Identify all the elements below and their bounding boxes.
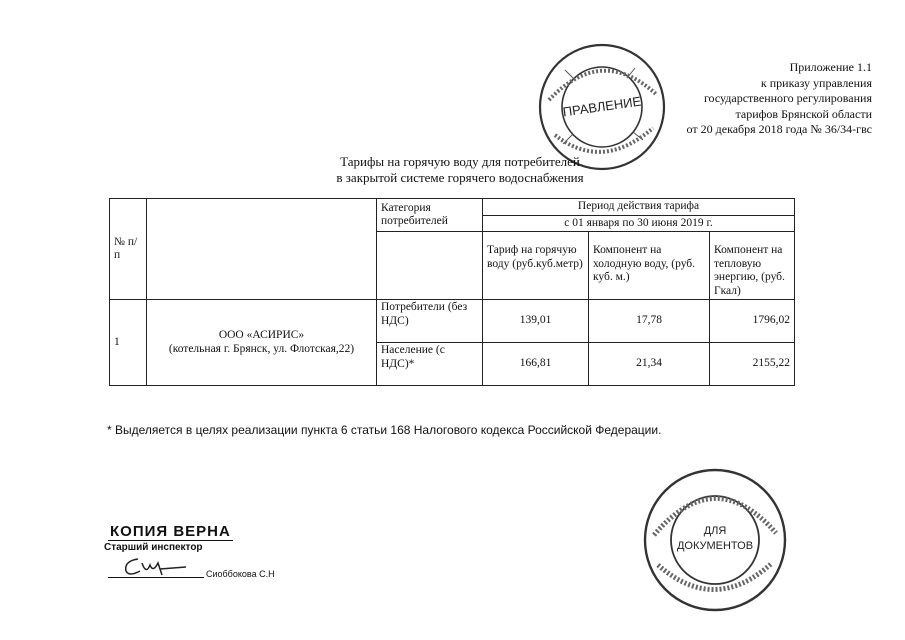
signature-image [120,553,190,579]
tariff-table [109,198,795,386]
copy-verified-stamp [98,521,278,585]
row-organization [147,300,377,386]
seal-bottom-line-1: ДЛЯ [703,525,727,537]
seal-top-text: ПРАВЛЕНИЕ [561,93,643,120]
header-category: Категория потребителей [377,199,483,232]
header-tariff: Тариф на горячую воду (руб.куб.метр) [483,232,589,300]
footnote: * Выделяется в целях реализации пункта 6 статьи 168 Налогового кодекса Российской Федерации. [107,423,662,437]
row-tariff-2: 166,81 [483,343,589,386]
copy-stamp-title: КОПИЯ ВЕРНА [110,523,231,540]
header-organization [147,199,377,300]
signature-line [108,577,204,578]
row-thermal-2: 2155,22 [710,343,795,386]
annex-line-5: от 20 декабря 2018 года № 36/34-гвс [686,122,872,136]
row-tariff-1: 139,01 [483,300,589,343]
header-cold: Компонент на холодную воду, (руб. куб. м.) [589,232,710,300]
document-title [290,154,630,186]
header-num: № п/п [110,199,147,300]
title-line-1: Тарифы на горячую воду для потребителей [340,154,580,169]
row-num: 1 [110,300,147,386]
annex-header [687,60,872,138]
row-category-1: Потребители (без НДС) [377,300,483,343]
org-name: ООО «АСИРИС» [218,329,305,341]
header-period: Период действия тарифа [483,199,795,216]
header-category-blank [377,232,483,300]
header-period-dates: с 01 января по 30 июня 2019 г. [483,215,795,232]
table-header-row-1 [110,199,795,216]
table-row [110,300,795,343]
row-cold-1: 17,78 [589,300,710,343]
annex-line-4: тарифов Брянской области [735,106,872,121]
org-address: (котельная г. Брянск, ул. Флотская,22) [168,342,355,355]
seal-bottom-line-2: ДОКУМЕНТОВ [676,540,754,552]
copy-stamp-name: Сиоббокова С.Н [206,569,275,579]
copy-stamp-position: Старший инспектор [104,542,203,553]
title-line-2: в закрытой системе горячего водоснабжения [336,170,584,185]
annex-line-3: государственного регулирования [703,91,872,105]
annex-line-1: Приложение 1.1 [789,60,872,74]
row-category-2: Население (с НДС)* [377,343,483,386]
row-cold-2: 21,34 [589,343,710,386]
annex-line-2: к приказу управления [760,75,872,90]
header-thermal: Компонент на тепловую энергию, (руб. Гкал) [710,232,795,300]
row-thermal-1: 1796,02 [710,300,795,343]
seal-bottom-stamp [640,465,790,615]
